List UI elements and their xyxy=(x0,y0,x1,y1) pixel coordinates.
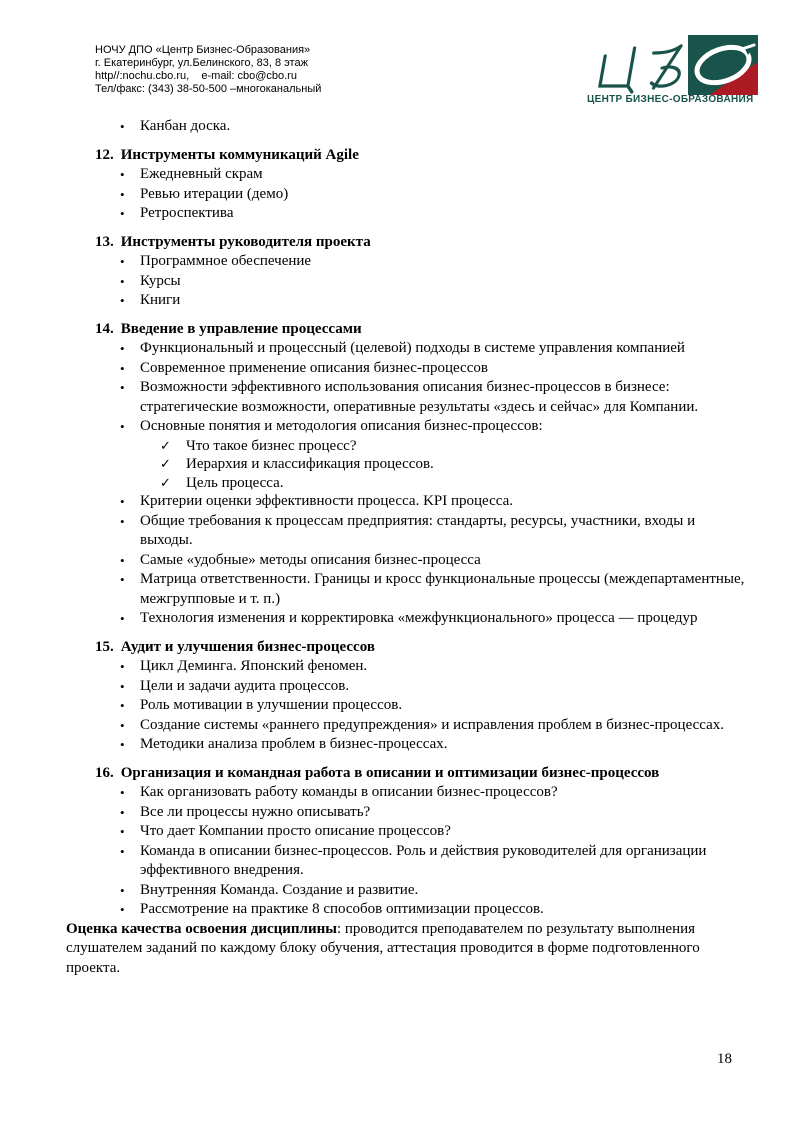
bullet-marker-icon: • xyxy=(120,843,125,859)
bullet-marker-icon: • xyxy=(120,678,125,694)
list-item xyxy=(66,696,748,716)
content-sections xyxy=(66,146,748,920)
list-item xyxy=(66,551,748,571)
list-item xyxy=(66,204,748,224)
bullet-marker-icon: • xyxy=(120,273,125,289)
list-item xyxy=(66,881,748,901)
bullet-marker-icon: • xyxy=(120,572,125,587)
list-item xyxy=(66,185,748,205)
list-item xyxy=(66,677,748,697)
section-title: Введение в управление процессами xyxy=(120,320,362,337)
page-number: 18 xyxy=(717,1051,732,1067)
section-heading xyxy=(95,320,748,340)
list-item xyxy=(66,417,748,437)
list-item-text: Роль мотивации в улучшении процессов. xyxy=(140,697,403,713)
bullet-marker-icon: • xyxy=(120,513,125,529)
bullet-marker-icon: • xyxy=(120,380,125,395)
logo-emblem-icon xyxy=(688,35,758,95)
course-section xyxy=(66,764,748,920)
course-section xyxy=(66,320,748,629)
list-item xyxy=(66,252,748,272)
bullet-marker-icon: • xyxy=(120,882,125,898)
section-item-list xyxy=(66,165,748,224)
list-item-text: Цели и задачи аудита процессов. xyxy=(140,677,350,694)
bullet-marker-icon: • xyxy=(120,206,125,221)
list-item-text: Иерархия и классификация процессов. xyxy=(186,456,434,472)
list-item xyxy=(66,512,748,551)
section-item-list xyxy=(66,339,748,629)
bullet-marker-icon: • xyxy=(120,293,125,308)
list-item-text: Ретроспектива xyxy=(140,205,234,221)
org-phone: Тел/факс: (343) 38-50-500 –многоканальный xyxy=(95,83,322,95)
section-heading xyxy=(95,146,748,166)
section-number: 13. xyxy=(95,233,114,250)
course-section xyxy=(66,638,748,755)
closing-lead: Оценка качества освоения дисциплины xyxy=(66,920,337,937)
list-item-text: Ежедневный скрам xyxy=(140,166,263,182)
list-item-text: Функциональный и процессный (целевой) подходы в системе управления компанией xyxy=(140,340,685,356)
company-logo xyxy=(586,32,758,108)
sub-list-item xyxy=(66,437,748,456)
list-item-text: Все ли процессы нужно описывать? xyxy=(140,803,371,820)
list-item-text: Создание системы «раннего предупреждения» и исправления проблем в бизнес-процессах. xyxy=(140,716,725,733)
list-item xyxy=(66,842,748,881)
syllabus-content xyxy=(66,117,748,978)
list-item xyxy=(66,291,748,311)
list-item-text: Технология изменения и корректировка «межфункционального» процесса — процедур xyxy=(140,610,698,626)
bullet-marker-icon: • xyxy=(120,186,125,202)
list-item xyxy=(66,339,748,359)
list-item-text: Ревью итерации (демо) xyxy=(140,185,289,202)
list-item xyxy=(66,783,748,803)
section-title: Организация и командная работа в описании и оптимизации бизнес-процессов xyxy=(120,764,660,781)
bullet-marker-icon: • xyxy=(120,552,125,568)
list-item xyxy=(66,735,748,755)
check-marker-icon: ✓ xyxy=(160,474,171,490)
course-section xyxy=(66,233,748,311)
section-title: Аудит и улучшения бизнес-процессов xyxy=(120,638,375,655)
leading-list xyxy=(66,117,748,137)
bullet-marker-icon: • xyxy=(120,717,125,733)
list-item xyxy=(66,117,748,137)
list-item-text: Основные понятия и методология описания бизнес-процессов: xyxy=(140,418,543,434)
list-item xyxy=(66,803,748,823)
list-item-text: Современное применение описания бизнес-процессов xyxy=(140,359,488,376)
bullet-marker-icon: • xyxy=(120,119,125,134)
check-marker-icon: ✓ xyxy=(160,456,171,471)
list-item-text: Команда в описании бизнес-процессов. Роль и действия руководителей для организации эффективного внедрения. xyxy=(140,842,707,878)
list-item-text: Методики анализа проблем в бизнес-процессах. xyxy=(140,736,448,752)
section-heading xyxy=(95,764,748,784)
section-title: Инструменты руководителя проекта xyxy=(120,233,371,250)
bullet-marker-icon: • xyxy=(120,659,125,674)
section-number: 14. xyxy=(95,320,114,337)
bullet-marker-icon: • xyxy=(120,698,125,713)
list-item xyxy=(66,165,748,185)
section-title: Инструменты коммуникаций Agile xyxy=(120,146,359,163)
check-marker-icon: ✓ xyxy=(160,437,171,453)
list-item-text: Матрица ответственности. Границы и кросс функциональные процессы (междепартаментные, межгрупповые и т. п.) xyxy=(140,571,745,607)
org-name: НОЧУ ДПО «Центр Бизнес-Образования» xyxy=(95,44,311,56)
closing-text: : проводится преподавателем по результату выполнения слушателем заданий по каждому блоку обучения, аттестация проводится в форме подготовленного проекта. xyxy=(66,920,700,976)
header-contact-block xyxy=(95,44,321,96)
bullet-marker-icon: • xyxy=(120,167,125,182)
bullet-marker-icon: • xyxy=(120,494,125,509)
list-item-text: Цель процесса. xyxy=(186,474,284,491)
list-item-text: Курсы xyxy=(140,272,181,289)
list-item-text: Самые «удобные» методы описания бизнес-процесса xyxy=(140,551,481,568)
section-item-list xyxy=(66,783,748,920)
list-item-text: Возможности эффективного использования описания бизнес-процессов в бизнесе: стратегические возможности, оперативные результаты «здесь и сейчас» для Компании. xyxy=(140,379,699,415)
bullet-marker-icon: • xyxy=(120,360,125,376)
list-item-text: Что дает Компании просто описание процессов? xyxy=(140,823,451,839)
list-item-text: Программное обеспечение xyxy=(140,253,312,269)
logo-caption: ЦЕНТР БИЗНЕС-ОБРАЗОВАНИЯ xyxy=(587,94,754,105)
list-item xyxy=(66,822,748,842)
section-number: 12. xyxy=(95,146,114,163)
list-item-text: Что такое бизнес процесс? xyxy=(186,437,357,454)
list-item-text: Как организовать работу команды в описании бизнес-процессов? xyxy=(140,784,558,800)
bullet-marker-icon: • xyxy=(120,341,125,356)
list-item xyxy=(66,492,748,512)
sub-list-item xyxy=(66,455,748,474)
org-web-email: http//:nochu.cbo.ru, e-mail: cbo@cbo.ru xyxy=(95,70,297,82)
list-item xyxy=(66,900,748,920)
list-item xyxy=(66,272,748,292)
list-item xyxy=(66,378,748,417)
list-item-text: Книги xyxy=(140,292,181,308)
list-item-text: Критерии оценки эффективности процесса. KPI процесса. xyxy=(140,493,513,509)
list-item-text: Канбан доска. xyxy=(140,118,231,134)
bullet-marker-icon: • xyxy=(120,254,125,269)
org-address: г. Екатеринбург, ул.Белинского, 83, 8 этаж xyxy=(95,57,308,69)
logo-monogram-icon xyxy=(590,40,688,94)
section-number: 16. xyxy=(95,764,114,781)
list-item-text: Рассмотрение на практике 8 способов оптимизации процессов. xyxy=(140,901,544,917)
list-item-text: Цикл Деминга. Японский феномен. xyxy=(140,658,368,674)
bullet-marker-icon: • xyxy=(120,785,125,800)
bullet-marker-icon: • xyxy=(120,737,125,752)
list-item xyxy=(66,570,748,609)
course-section xyxy=(66,146,748,224)
bullet-marker-icon: • xyxy=(120,611,125,626)
section-heading xyxy=(95,233,748,253)
list-item-text: Внутренняя Команда. Создание и развитие. xyxy=(140,881,419,898)
bullet-marker-icon: • xyxy=(120,804,125,820)
bullet-marker-icon: • xyxy=(120,824,125,839)
section-heading xyxy=(95,638,748,658)
closing-paragraph xyxy=(66,920,748,979)
bullet-marker-icon: • xyxy=(120,902,125,917)
list-item-text: Общие требования к процессам предприятия: стандарты, ресурсы, участники, входы и выходы. xyxy=(140,512,696,548)
section-item-list xyxy=(66,252,748,311)
bullet-marker-icon: • xyxy=(120,419,125,434)
section-item-list xyxy=(66,657,748,755)
list-item xyxy=(66,609,748,629)
list-item xyxy=(66,657,748,677)
list-item xyxy=(66,359,748,379)
sub-list-item xyxy=(66,474,748,493)
list-item xyxy=(66,716,748,736)
section-number: 15. xyxy=(95,638,114,655)
